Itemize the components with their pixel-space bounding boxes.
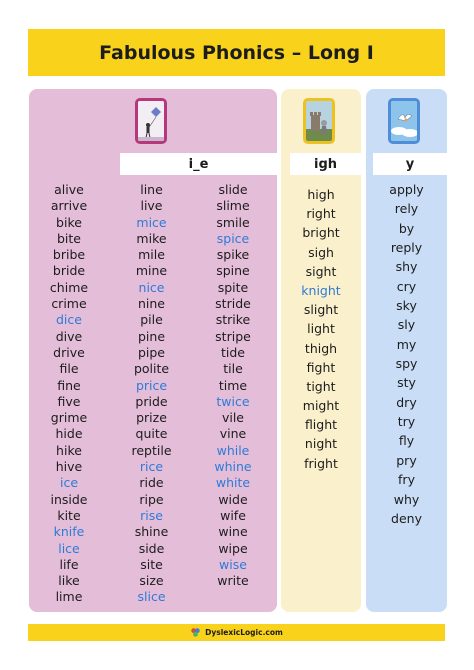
page-title: Fabulous Phonics – Long I (99, 41, 374, 64)
word-item: write (217, 573, 249, 589)
word-item: night (304, 436, 338, 452)
word-item: vile (221, 410, 245, 426)
word-item: spine (216, 263, 250, 279)
word-item: quite (135, 426, 168, 442)
word-item: fright (304, 455, 338, 471)
word-item: drive (53, 344, 85, 360)
word-item: arrive (50, 198, 88, 214)
word-item: deny (391, 510, 422, 526)
word-item: spite (217, 279, 249, 295)
word-item: nice (138, 279, 165, 295)
word-item: knight (301, 282, 341, 298)
panel-i-e (29, 89, 277, 612)
knight-tower-icon (303, 98, 335, 144)
word-item: my (396, 336, 417, 352)
word-item: wipe (218, 540, 248, 556)
word-item: reptile (131, 442, 172, 458)
word-item: mike (136, 230, 167, 246)
word-item: pry (396, 452, 417, 468)
word-item: file (59, 361, 79, 377)
word-item: lime (55, 589, 83, 605)
word-item: site (140, 556, 163, 572)
word-item: stride (215, 296, 251, 312)
word-item: crime (51, 296, 87, 312)
word-item: fine (57, 377, 81, 393)
word-item: bite (57, 230, 81, 246)
dyslexic-logic-logo-icon (190, 627, 201, 638)
word-item: bride (52, 263, 86, 279)
word-item: nine (137, 296, 165, 312)
word-column-i-e-1 (29, 182, 109, 606)
word-item: tile (223, 361, 243, 377)
word-item: pipe (137, 344, 166, 360)
word-item: prize (136, 410, 167, 426)
word-item: spice (216, 230, 250, 246)
footer-banner (28, 624, 445, 641)
word-item: size (139, 573, 164, 589)
word-item: sly (397, 317, 416, 333)
word-item: mile (138, 247, 165, 263)
word-item: stripe (215, 328, 251, 344)
word-item: spike (216, 247, 250, 263)
word-item: wide (218, 491, 248, 507)
word-item: dive (55, 328, 83, 344)
word-item: ride (139, 475, 164, 491)
word-column-i-e-3 (194, 182, 272, 589)
word-item: try (397, 414, 416, 430)
word-item: fight (306, 359, 336, 375)
word-item: flight (304, 417, 338, 433)
word-item: sigh (308, 244, 334, 260)
word-item: five (57, 393, 81, 409)
word-item: tide (221, 344, 245, 360)
word-item: bright (302, 225, 340, 241)
word-item: might (302, 398, 340, 414)
word-item: smile (216, 214, 250, 230)
word-item: wife (220, 507, 246, 523)
word-item: whine (214, 459, 252, 475)
word-item: while (216, 442, 250, 458)
word-item: vine (219, 426, 247, 442)
word-item: live (140, 198, 163, 214)
word-item: life (59, 556, 79, 572)
word-item: spy (395, 356, 418, 372)
word-item: fly (398, 433, 415, 449)
title-banner (28, 29, 445, 76)
word-item: by (398, 220, 415, 236)
panel-igh (281, 89, 361, 612)
panel-y (366, 89, 447, 612)
word-item: wine (218, 524, 248, 540)
word-item: bike (56, 214, 82, 230)
word-item: slice (137, 589, 166, 605)
word-item: rice (139, 459, 164, 475)
word-item: thigh (304, 340, 338, 356)
word-item: sty (397, 375, 416, 391)
word-item: shy (395, 259, 418, 275)
word-item: line (140, 182, 163, 197)
word-item: pine (137, 328, 166, 344)
word-item: wise (219, 556, 247, 572)
footer-brand: DyslexicLogic.com (205, 628, 283, 637)
word-item: hive (55, 459, 83, 475)
word-column-y (366, 180, 447, 528)
word-item: alive (54, 182, 84, 197)
bird-flying-sky-icon (388, 98, 420, 144)
word-item: twice (216, 393, 250, 409)
word-item: hide (55, 426, 83, 442)
word-item: tight (306, 378, 336, 394)
word-item: mine (135, 263, 168, 279)
header-y: y (373, 153, 447, 175)
word-item: price (135, 377, 168, 393)
word-item: kite (57, 507, 81, 523)
word-item: slime (216, 198, 250, 214)
word-item: bribe (52, 247, 86, 263)
word-item: sight (305, 263, 337, 279)
word-item: why (393, 491, 420, 507)
word-item: rise (140, 507, 163, 523)
word-item: slide (218, 182, 248, 197)
header-igh: igh (290, 153, 361, 175)
word-item: pride (135, 393, 168, 409)
word-item: right (306, 206, 336, 222)
word-item: strike (215, 312, 251, 328)
word-item: sky (396, 298, 417, 314)
word-item: cry (396, 278, 417, 294)
word-item: rely (394, 201, 419, 217)
word-item: high (307, 187, 335, 202)
word-item: pile (140, 312, 163, 328)
word-item: dry (396, 394, 417, 410)
word-item: grime (50, 410, 88, 426)
word-item: slight (303, 302, 339, 318)
word-item: side (138, 540, 165, 556)
word-item: shine (134, 524, 169, 540)
word-item: ice (59, 475, 79, 491)
word-item: fry (398, 472, 415, 488)
word-item: knife (53, 524, 85, 540)
word-item: reply (390, 240, 423, 256)
word-item: like (58, 573, 80, 589)
word-item: hike (56, 442, 82, 458)
word-item: ripe (139, 491, 164, 507)
kite-flying-icon (135, 98, 167, 144)
word-item: dice (56, 312, 82, 328)
word-item: lice (58, 540, 80, 556)
header-i-e: i_e (120, 153, 277, 175)
word-item: white (215, 475, 251, 491)
word-item: apply (389, 182, 424, 197)
word-item: time (218, 377, 248, 393)
word-item: chime (49, 279, 89, 295)
word-column-igh (281, 185, 361, 473)
word-item: inside (50, 491, 88, 507)
word-item: light (307, 321, 335, 337)
word-item: mice (136, 214, 167, 230)
word-column-i-e-2 (109, 182, 194, 606)
word-item: polite (133, 361, 170, 377)
